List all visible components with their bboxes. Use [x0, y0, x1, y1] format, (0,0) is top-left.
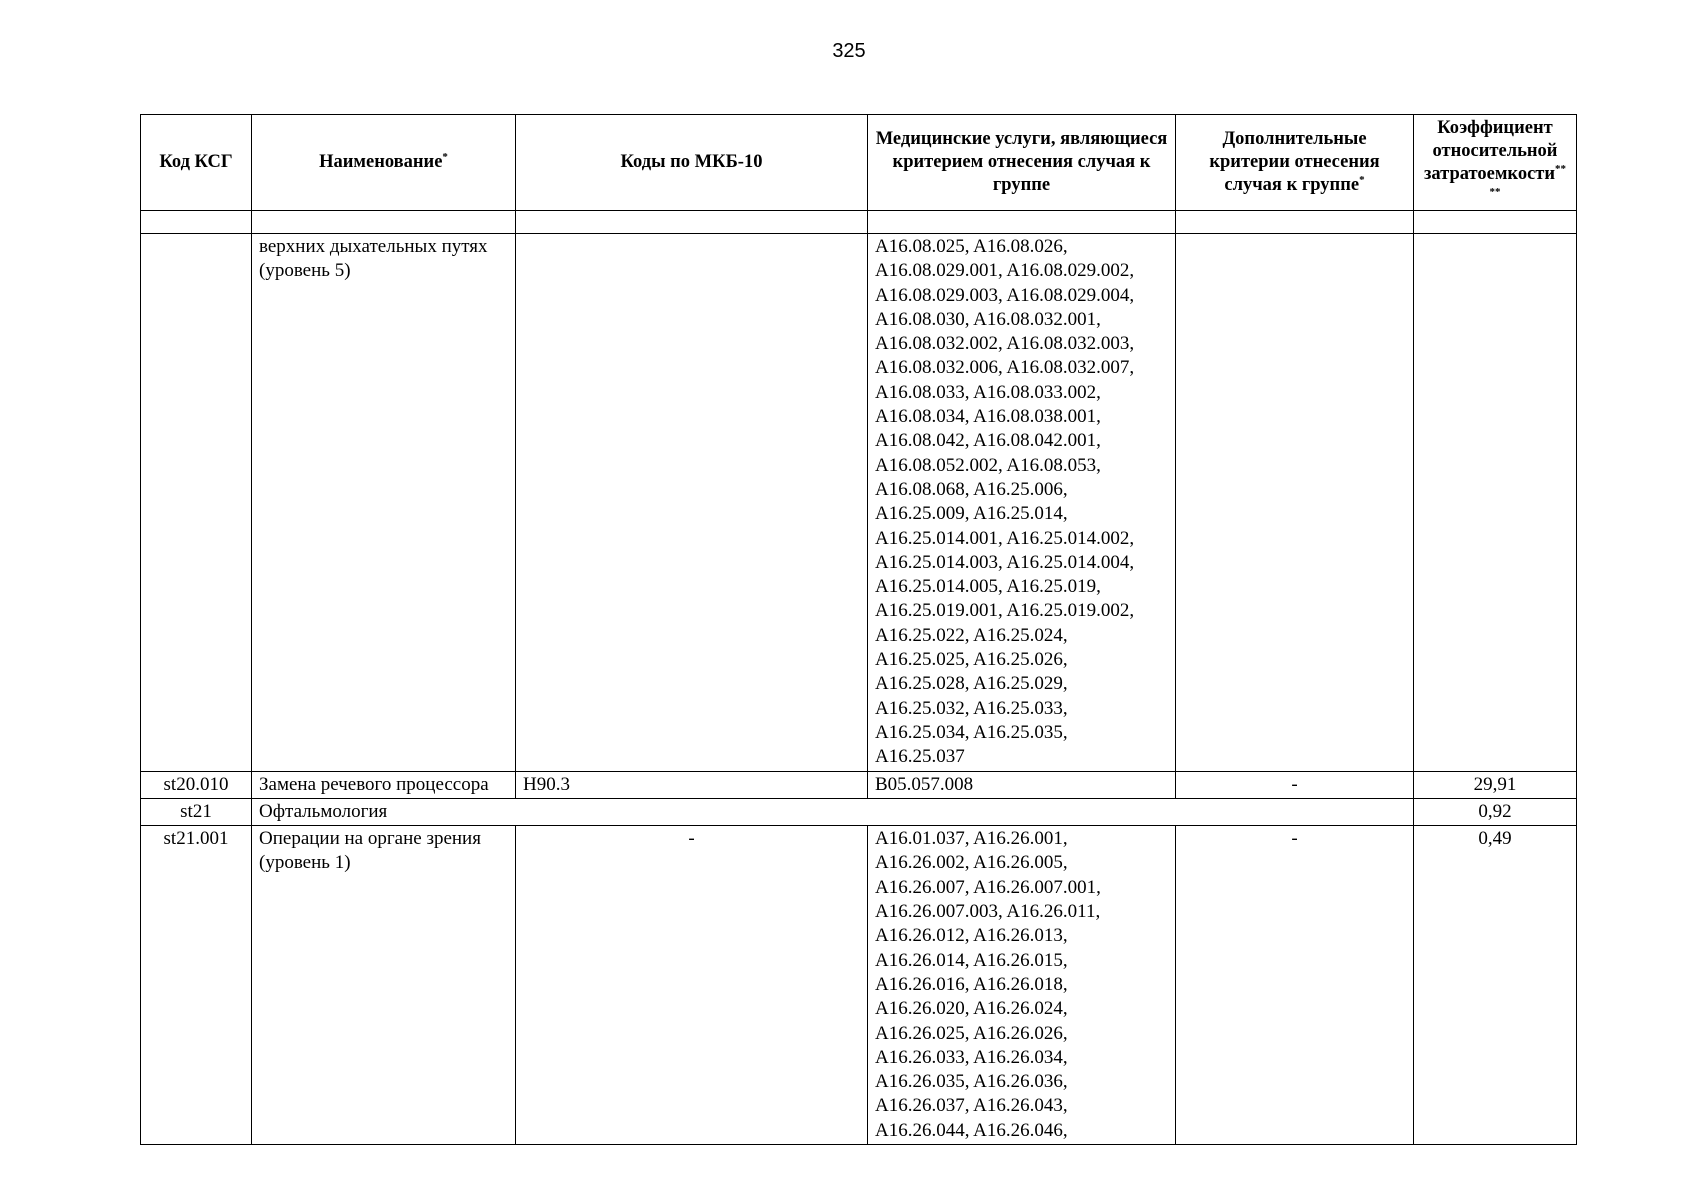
cell-coefficient — [1414, 234, 1577, 772]
cell-coefficient: 29,91 — [1414, 771, 1577, 798]
cell-services: B05.057.008 — [868, 771, 1176, 798]
header-additional: Дополнительные критерии отнесения случая к группе* — [1176, 115, 1414, 211]
header-services: Медицинские услуги, являющиеся критерием отнесения случая к группе — [868, 115, 1176, 211]
header-mkb: Коды по МКБ-10 — [516, 115, 868, 211]
cell-section-name: Офтальмология — [252, 798, 1414, 825]
header-coefficient: Коэффициент относительной затратоемкости** ** — [1414, 115, 1577, 211]
cell-coefficient: 0,49 — [1414, 826, 1577, 1145]
footnote-mark: * — [1359, 173, 1365, 186]
cell-name: верхних дыхательных путях (уровень 5) — [252, 234, 516, 772]
ksg-table — [140, 114, 1577, 1145]
header-code: Код КСГ — [141, 115, 252, 211]
cell-code: st21 — [141, 798, 252, 825]
table-row — [141, 234, 1577, 772]
footnote-mark: * — [442, 150, 448, 163]
cell-mkb: H90.3 — [516, 771, 868, 798]
table-row — [141, 771, 1577, 798]
cell-mkb — [516, 234, 868, 772]
cell-additional — [1176, 234, 1414, 772]
table-row — [141, 826, 1577, 1145]
cell-coefficient: 0,92 — [1414, 798, 1577, 825]
cell-code: st21.001 — [141, 826, 252, 1145]
cell-code: st20.010 — [141, 771, 252, 798]
section-row — [141, 798, 1577, 825]
header-name: Наименование* — [252, 115, 516, 211]
cell-code — [141, 234, 252, 772]
cell-name: Операции на органе зрения (уровень 1) — [252, 826, 516, 1145]
spacer-row — [141, 211, 1577, 234]
footnote-mark: ** — [1489, 185, 1501, 198]
cell-mkb: - — [516, 826, 868, 1145]
cell-name: Замена речевого процессора — [252, 771, 516, 798]
cell-additional: - — [1176, 771, 1414, 798]
cell-additional: - — [1176, 826, 1414, 1145]
cell-services: A16.01.037, A16.26.001, A16.26.002, A16.26.005, A16.26.007, A16.26.007.001, A16.26.007.003, A16.26.011, A16.26.012, A16.26.013, A16.26.014, A16.26.015, A16.26.016, A16.26.018, A16.26.020, A16.26.024, A16.26.025, A16.26.026, A16.26.033, A16.26.034, A16.26.035, A16.26.036, A16.26.037, A16.26.043, A16.26.044, A16.26.046, — [868, 826, 1176, 1145]
table-header-row — [141, 115, 1577, 211]
footnote-mark: ** — [1555, 162, 1567, 175]
page-number: 325 — [832, 40, 866, 62]
cell-services: A16.08.025, A16.08.026, A16.08.029.001, A16.08.029.002, A16.08.029.003, A16.08.029.004, A16.08.030, A16.08.032.001, A16.08.032.002, A16.08.032.003, A16.08.032.006, A16.08.032.007, A16.08.033, A16.08.033.002, A16.08.034, A16.08.038.001, A16.08.042, A16.08.042.001, A16.08.052.002, A16.08.053, A16.08.068, A16.25.006, A16.25.009, A16.25.014, A16.25.014.001, A16.25.014.002, A16.25.014.003, A16.25.014.004, A16.25.014.005, A16.25.019, A16.25.019.001, A16.25.019.002, A16.25.022, A16.25.024, A16.25.025, A16.25.026, A16.25.028, A16.25.029, A16.25.032, A16.25.033, A16.25.034, A16.25.035, A16.25.037 — [868, 234, 1176, 772]
